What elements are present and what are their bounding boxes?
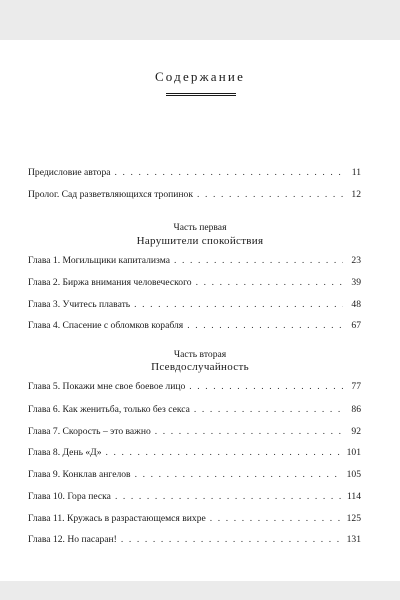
toc-entry-label: Глава 9. Конклав ангелов bbox=[28, 469, 131, 480]
part-title: Нарушители спокойствия bbox=[136, 235, 264, 247]
toc-entry-page: 101 bbox=[346, 447, 361, 458]
toc-entry-page: 11 bbox=[351, 167, 361, 178]
toc-entry-page: 92 bbox=[351, 426, 361, 437]
toc-entry-label: Глава 3. Учитесь плавать bbox=[28, 299, 131, 310]
toc-entry-label: Глава 6. Как женитьба, только без секса bbox=[28, 404, 190, 415]
toc-entry-page: 105 bbox=[346, 469, 361, 480]
dot-leader bbox=[135, 468, 343, 482]
book-page bbox=[0, 40, 400, 581]
toc-entry-label: Пролог. Сад разветвляющихся тропинок bbox=[28, 189, 193, 200]
part-caption: Часть вторая bbox=[173, 349, 227, 360]
toc-entry-chapter[interactable] bbox=[28, 319, 361, 333]
toc-entry-chapter[interactable] bbox=[28, 468, 361, 482]
dot-leader bbox=[155, 425, 343, 439]
toc-entry-label: Глава 1. Могильщики капитализма bbox=[28, 255, 170, 266]
toc-entry-page: 67 bbox=[351, 320, 361, 331]
toc-entry-label: Глава 8. День «Д» bbox=[28, 447, 102, 458]
dot-leader bbox=[194, 403, 343, 417]
toc-entry-label: Глава 5. Покажи мне свое боевое лицо bbox=[28, 381, 186, 392]
toc-entry-page: 114 bbox=[346, 491, 361, 502]
toc-entry-page: 77 bbox=[351, 381, 361, 392]
toc-entry-label: Глава 4. Спасение с обломков корабля bbox=[28, 320, 184, 331]
dot-leader bbox=[187, 319, 343, 333]
toc-entry-preface[interactable] bbox=[28, 166, 361, 180]
toc-entry-page: 12 bbox=[351, 189, 361, 200]
toc-entry-label: Предисловие автора bbox=[28, 167, 111, 178]
toc-entry-chapter[interactable] bbox=[28, 380, 361, 394]
toc-entry-chapter[interactable] bbox=[28, 512, 361, 526]
page-title: Содержание bbox=[154, 69, 246, 84]
toc-entry-label: Глава 12. Но пасаран! bbox=[28, 534, 117, 545]
toc-entry-page: 131 bbox=[346, 534, 361, 545]
dot-leader bbox=[115, 166, 343, 180]
dot-leader bbox=[134, 298, 343, 312]
dot-leader bbox=[210, 512, 343, 526]
toc-entry-chapter[interactable] bbox=[28, 403, 361, 417]
toc-entry-page: 23 bbox=[351, 255, 361, 266]
dot-leader bbox=[196, 276, 343, 290]
dot-leader bbox=[106, 446, 343, 460]
toc-entry-page: 48 bbox=[351, 299, 361, 310]
dot-leader bbox=[197, 188, 343, 202]
toc-entry-label: Глава 7. Скорость – это важно bbox=[28, 426, 151, 437]
dot-leader bbox=[115, 490, 343, 504]
toc-entry-page: 125 bbox=[346, 513, 361, 524]
toc-entry-prologue[interactable] bbox=[28, 188, 361, 202]
toc-entry-chapter[interactable] bbox=[28, 276, 361, 290]
toc-entry-chapter[interactable] bbox=[28, 298, 361, 312]
part-title: Псевдослучайность bbox=[151, 361, 249, 373]
dot-leader bbox=[174, 254, 343, 268]
toc-entry-chapter[interactable] bbox=[28, 533, 361, 547]
part-caption: Часть первая bbox=[173, 222, 227, 233]
toc-entry-chapter[interactable] bbox=[28, 446, 361, 460]
dot-leader bbox=[189, 380, 343, 394]
toc-entry-page: 86 bbox=[351, 404, 361, 415]
dot-leader bbox=[121, 533, 343, 547]
toc-entry-chapter[interactable] bbox=[28, 490, 361, 504]
toc-entry-label: Глава 11. Кружась в разрастающемся вихре bbox=[28, 513, 206, 524]
toc-entry-chapter[interactable] bbox=[28, 425, 361, 439]
toc-entry-page: 39 bbox=[351, 277, 361, 288]
title-double-rule bbox=[166, 93, 236, 96]
toc-entry-label: Глава 10. Гора песка bbox=[28, 491, 111, 502]
toc-entry-chapter[interactable] bbox=[28, 254, 361, 268]
toc-entry-label: Глава 2. Биржа внимания человеческого bbox=[28, 277, 192, 288]
